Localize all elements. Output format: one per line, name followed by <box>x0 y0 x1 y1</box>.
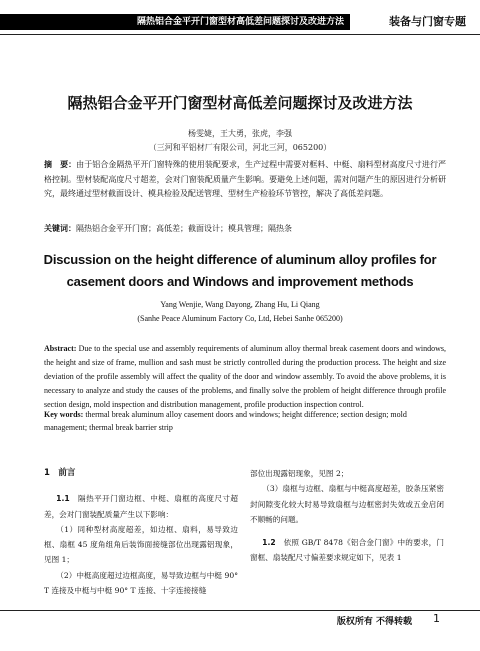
affiliation-chinese: （三河和平铝材厂有限公司，河北三河，065200） <box>148 143 332 152</box>
abstract-english-text: Due to the special use and assembly requirements of aluminum alloy thermal break casement doors and windows, the height and size of frame, mullion and sash must be strictly controlled during the production process. The height and size deviation of the profile assembly will affect the quality of the door and window assembly. To avoid the above problems, it is necessary to analyze and study the causes of the problems, and finally solve the problem of height difference through profile section design, mold inspection and distribution management, profile production inspection control. <box>44 344 446 410</box>
paragraph-1-1 <box>44 491 238 522</box>
paragraph-1-2 <box>250 535 444 566</box>
keywords-english-text: thermal break aluminum alloy casement doors and windows; height difference; section design; mold management; thermal break barrier strip <box>44 410 407 432</box>
abstract-chinese-label: 摘 要： <box>44 160 77 169</box>
section-heading-introduction: 1 前言 <box>44 468 76 478</box>
keywords-chinese-text: 隔热铝合金平开门窗；高低差；截面设计；模具管理；隔热条 <box>76 224 292 233</box>
running-header <box>0 0 480 35</box>
paragraph-item-2-continued: 部位出现露铝现象，见图 2； <box>250 469 349 478</box>
abstract-chinese-text: 由于铝合金隔热平开门窗特殊的使用装配要求，生产过程中需要对框料、中梃、扇料型材高度尺寸进行严格控制。型材装配高度尺寸超差，会对门窗装配质量产生影响。要避免上述问题，需对问题产生的原因进行分析研究，最终通过型材截面设计、模具检验及配送管理、型材生产检验环节管控，解决了高低差问题。 <box>44 160 447 198</box>
keywords-chinese <box>44 223 446 235</box>
header-title-bar: 隔热铝合金平开门窗型材高低差问题探讨及改进方法 <box>0 14 350 30</box>
page-number: 1 <box>433 612 440 625</box>
keywords-chinese-label: 关键词： <box>44 224 76 233</box>
abstract-english <box>44 342 446 412</box>
paragraph-number-1-2: 1.2 <box>262 538 276 548</box>
body-column-right <box>250 466 444 566</box>
keywords-english-label: Key words: <box>44 410 84 419</box>
keywords-english <box>44 409 446 434</box>
paragraph-item-1: （1）同种型材高度超差，如边框、扇料，易导致边框、扇框 45 度角组角后装饰面接缝部位出现露铝现象，见图 1； <box>44 524 238 565</box>
paragraph-number-1-1: 1.1 <box>56 494 70 504</box>
header-section-label: 装备与门窗专题 <box>389 15 466 28</box>
authors-english: Yang Wenjie, Wang Dayong, Zhang Hu, Li Qiang <box>160 300 320 309</box>
authors-chinese: 杨雯婕，王大勇，张虎，李强 <box>188 129 292 138</box>
article-title-chinese: 隔热铝合金平开门窗型材高低差问题探讨及改进方法 <box>67 94 413 112</box>
abstract-english-label: Abstract: <box>44 344 77 353</box>
paragraph-item-2: （2）中梃高度超过边框高度，易导致边框与中梃 90° T 连接及中梃与中梃 90° T 连接、十字连接接缝 <box>44 570 238 596</box>
paragraph-1-1-text: 隔热平开门窗边框、中梃、扇框的高度尺寸超差，会对门窗装配质量产生以下影响： <box>44 494 238 519</box>
footer-divider <box>0 610 480 611</box>
paragraph-1-2-text: 依照 GB/T 8478《铝合金门窗》中的要求，门窗框、扇装配尺寸偏差要求规定如下，见表 1 <box>250 538 444 563</box>
footer-copyright: 版权所有 不得转载 <box>336 617 412 627</box>
affiliation-english: (Sanhe Peace Aluminum Factory Co, Ltd, Hebei Sanhe 065200) <box>137 314 343 323</box>
body-column-left <box>44 466 238 598</box>
paragraph-item-3: （3）扇框与边框、扇框与中梃高度超差，胶条压紧密封间隙变化较大时易导致扇框与边框密封失效或五金启闭不顺畅的问题。 <box>250 484 444 524</box>
article-title-english: Discussion on the height difference of aluminum alloy profiles for casement doors and Windows and improvement methods <box>43 252 437 289</box>
abstract-chinese <box>44 158 446 202</box>
